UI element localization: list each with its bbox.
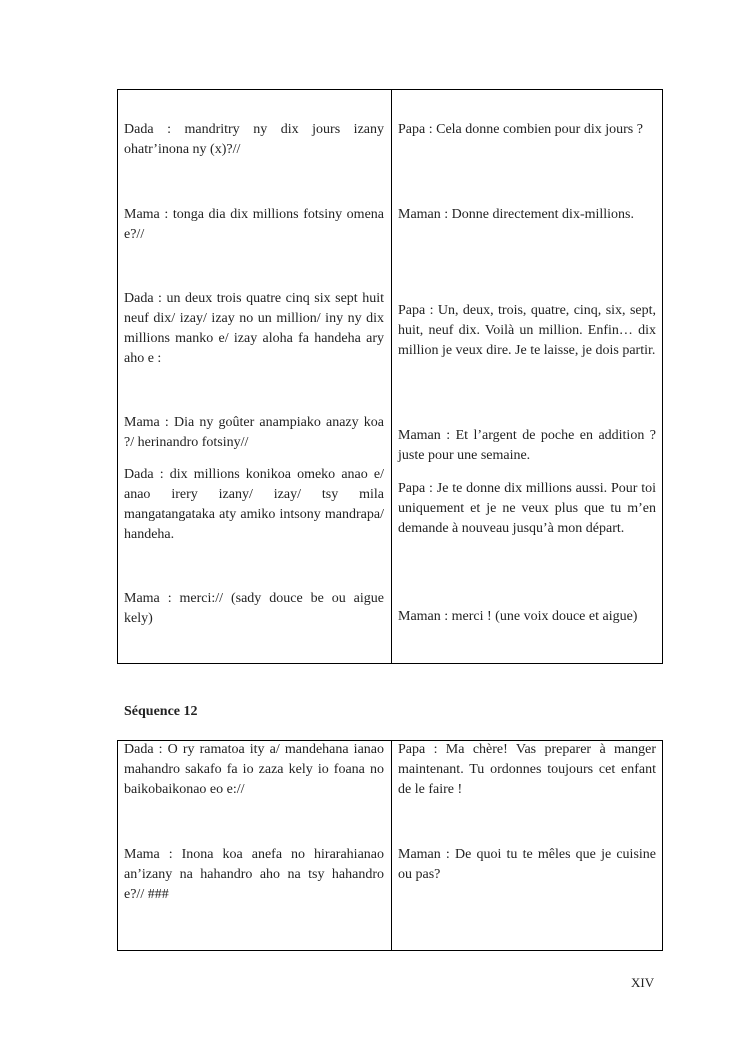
column-divider [391, 90, 392, 663]
french-line-maman-4: Maman : De quoi tu te mêles que je cuisine ou pas? [398, 847, 656, 882]
dialogue-table-2 [117, 740, 663, 951]
malagasy-line-mama-2: Mama : Dia ny goûter anampiako anazy koa ?/ herinandro fotsiny// [124, 415, 384, 450]
malagasy-line-mama-1: Mama : tonga dia dix millions fotsiny omena e?// [124, 207, 384, 242]
french-line-papa-2: Papa : Un, deux, trois, quatre, cinq, six, sept, huit, neuf dix. Voilà un million. Enfin… dix million je veux dire. Je te laisse, je dois partir. [398, 303, 656, 358]
french-line-papa-1: Papa : Cela donne combien pour dix jours ? [398, 122, 643, 137]
french-line-papa-3: Papa : Je te donne dix millions aussi. Pour toi uniquement et je ne veux plus que tu m’en demande à nouveau jusqu’à mon départ. [398, 481, 656, 536]
french-line-maman-3: Maman : merci ! (une voix douce et aigue) [398, 609, 638, 624]
french-line-maman-2: Maman : Et l’argent de poche en addition ? juste pour une semaine. [398, 428, 656, 463]
malagasy-line-dada-1: Dada : mandritry ny dix jours izany ohatr’inona ny (x)?// [124, 122, 384, 157]
column-divider [391, 741, 392, 950]
page-number: XIV [631, 975, 655, 990]
dialogue-table-1 [117, 89, 663, 664]
malagasy-line-dada-4: Dada : O ry ramatoa ity a/ mandehana ianao mahandro sakafo fa io zaza kely io foana no baikobaikonao eo e:// [124, 742, 384, 797]
malagasy-line-dada-2: Dada : un deux trois quatre cinq six sept huit neuf dix/ izay/ izay no un million/ iny ny dix millions manko e/ izay aloha fa handeha ary aho e : [124, 291, 384, 366]
french-line-papa-4: Papa : Ma chère! Vas preparer à manger maintenant. Tu ordonnes toujours cet enfant de le faire ! [398, 742, 656, 797]
malagasy-line-mama-4: Mama : Inona koa anefa no hirarahianao an’izany na hahandro aho na tsy hahandro e?// ### [124, 847, 384, 902]
french-line-maman-1: Maman : Donne directement dix-millions. [398, 207, 635, 222]
sequence-heading: Séquence 12 [124, 704, 198, 719]
malagasy-line-dada-3: Dada : dix millions konikoa omeko anao e/ anao irery izany/ izay/ tsy mila mangatangataka aty amiko intsony mandrapa/ handeha. [124, 467, 384, 542]
malagasy-line-mama-3: Mama : merci:// (sady douce be ou aigue kely) [124, 591, 384, 626]
